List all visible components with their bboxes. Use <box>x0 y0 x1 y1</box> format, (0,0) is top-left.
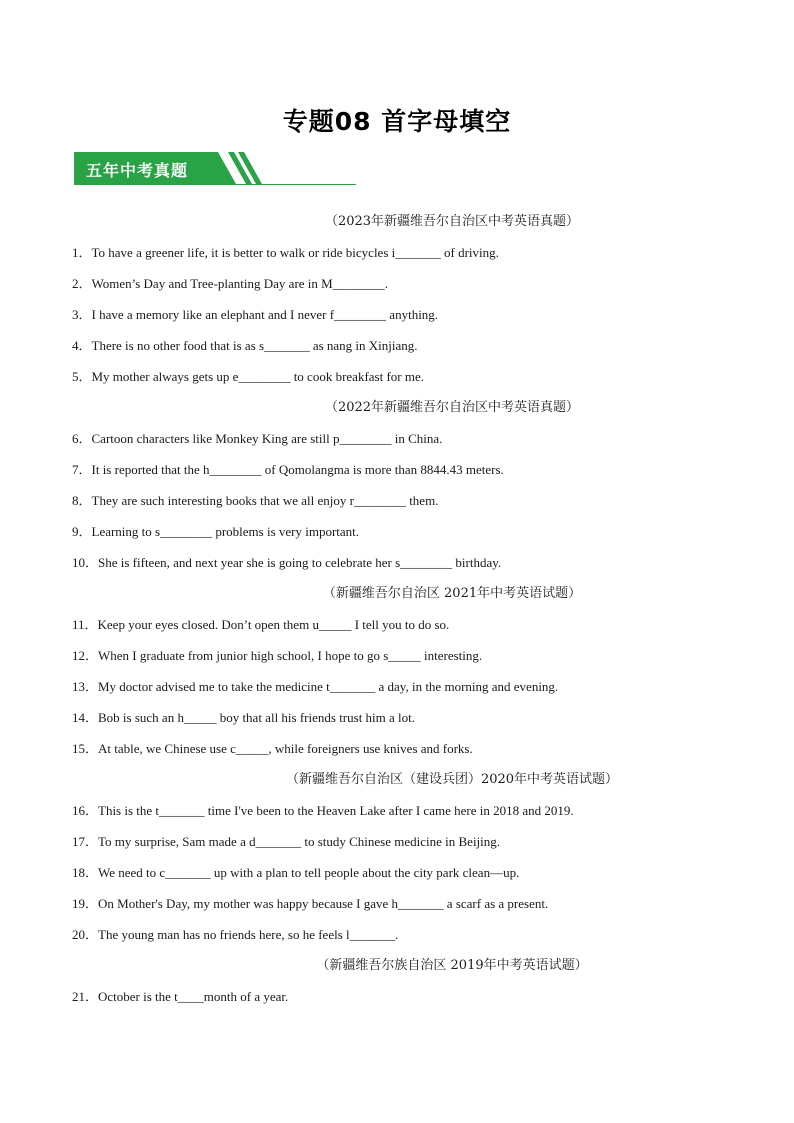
banner-label: 五年中考真题 <box>86 161 189 180</box>
section-heading: （新疆维吾尔自治区（建设兵团）2020年中考英语试题） <box>285 772 619 787</box>
question-item: 19．On Mother's Day, my mother was happy because I gave h_______ a scarf as a present. <box>72 896 549 911</box>
banner-underline <box>74 184 356 185</box>
question-item: 18．We need to c_______ up with a plan to tell people about the city park clean—up. <box>72 865 520 880</box>
question-item: 11．Keep your eyes closed. Don’t open them u_____ I tell you to do so. <box>72 617 450 632</box>
question-item: 1．To have a greener life, it is better to walk or ride bicycles i_______ of driving. <box>72 245 499 260</box>
section-banner <box>74 152 356 186</box>
section-heading: （2022年新疆维吾尔自治区中考英语真题） <box>324 400 580 415</box>
question-item: 9．Learning to s________ problems is very important. <box>72 524 360 539</box>
question-item: 5．My mother always gets up e________ to cook breakfast for me. <box>72 369 425 384</box>
section-heading: （2023年新疆维吾尔自治区中考英语真题） <box>324 214 580 229</box>
question-item: 4．There is no other food that is as s_______ as nang in Xinjiang. <box>72 338 418 353</box>
banner-box <box>74 152 224 184</box>
section-heading: （新疆维吾尔自治区 2021年中考英语试题） <box>322 586 582 601</box>
question-item: 10．She is fifteen, and next year she is going to celebrate her s________ birthday. <box>72 555 502 570</box>
question-item: 8．They are such interesting books that we all enjoy r________ them. <box>72 493 439 508</box>
question-item: 16．This is the t_______ time I've been to the Heaven Lake after I came here in 2018 and 2019. <box>72 803 574 818</box>
question-item: 7．It is reported that the h________ of Qomolangma is more than 8844.43 meters. <box>72 462 504 477</box>
question-item: 13．My doctor advised me to take the medicine t_______ a day, in the morning and evening. <box>72 679 559 694</box>
question-item: 3．I have a memory like an elephant and I never f________ anything. <box>72 307 439 322</box>
question-list <box>72 206 752 1012</box>
question-item: 17．To my surprise, Sam made a d_______ to study Chinese medicine in Beijing. <box>72 834 501 849</box>
question-item: 6．Cartoon characters like Monkey King are still p________ in China. <box>72 431 443 446</box>
question-item: 15．At table, we Chinese use c_____, while foreigners use knives and forks. <box>72 741 473 756</box>
section-heading: （新疆维吾尔族自治区 2019年中考英语试题） <box>316 958 588 973</box>
banner-stripes-icon <box>204 152 264 185</box>
question-item: 2．Women’s Day and Tree-planting Day are in M________. <box>72 276 388 291</box>
page-title: 专题08 首字母填空 <box>282 107 512 136</box>
question-item: 12．When I graduate from junior high school, I hope to go s_____ interesting. <box>72 648 483 663</box>
question-item: 20．The young man has no friends here, so he feels l_______. <box>72 927 399 942</box>
question-item: 14．Bob is such an h_____ boy that all his friends trust him a lot. <box>72 710 416 725</box>
question-item: 21．October is the t____month of a year. <box>72 989 289 1004</box>
